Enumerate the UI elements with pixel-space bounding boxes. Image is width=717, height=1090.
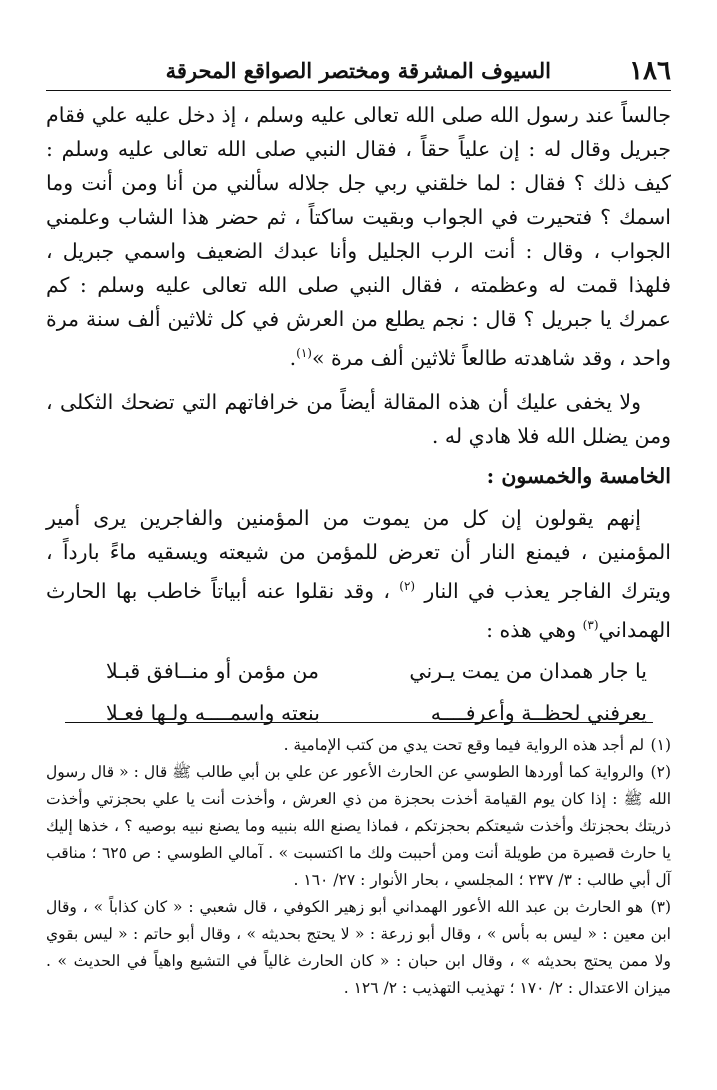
footnote-item	[46, 894, 671, 1002]
footnote-number: (٣)	[650, 898, 671, 916]
claim-paragraph	[46, 501, 671, 647]
verse-first-hemistich: يا جار همدان من يمت يـرني	[409, 659, 647, 684]
footnote-item	[46, 759, 671, 894]
footnote-text: هو الحارث بن عبد الله الأعور الهمداني أبو زهير الكوفي ، قال شعبي : « كان كذاباً » ، وقال ابن معين : « ليس به بأس » ، وقال أبو زرعة : « لا يحتج بحديثه » ، وقال أبو حاتم : « ليس بقوي ولا ممن يحتج بحديثه » ، وقال ابن حبان : « كان الحارث غالياً في التشيع واهياً في الحديث » . ميزان الاعتدال : ٢/ ١٧٠ ؛ تهذيب التهذيب : ٢/ ١٢٦ .	[46, 898, 671, 997]
footnote-marker-3: (٣)	[582, 617, 599, 632]
section-heading: الخامسة والخمسون :	[486, 463, 671, 488]
footnote-number: (١)	[650, 736, 671, 754]
verse-line	[46, 654, 671, 688]
narration-paragraph	[46, 98, 671, 375]
page-number: ١٨٦	[629, 56, 671, 86]
footnote-number: (٢)	[650, 763, 671, 781]
commentary-paragraph: ولا يخفى عليك أن هذه المقالة أيضاً من خرافاتهم التي تضحك الثكلى ، ومن يضلل الله فلا هادي له .	[46, 389, 671, 448]
page-header	[46, 54, 671, 88]
claim-text: إنهم يقولون إن كل من يموت من المؤمنين والفاجرين يرى أمير المؤمنين ، فيمنع النار أن تعرض للمؤمن من شيعته ويسقيه ماءً بارداً ، ويترك الفاجر يعذب في النار	[46, 505, 671, 603]
verse-line	[46, 696, 671, 730]
header-divider	[46, 90, 671, 91]
verse-second-hemistich: بنعته واسمــــه ولـها فعـلا	[106, 701, 320, 726]
footnote-text: والرواية كما أوردها الطوسي عن الحارث الأعور عن علي بن أبي طالب ﷺ قال : « قال رسول الله ﷺ : إذا كان يوم القيامة أخذت بحجزة من ذي العرش ، وأخذت أنت يا علي بحجزتي وأخذت ذريتك بحجزتك وأخذت شيعتكم بحجزتكم ، فماذا يصنع الله بنبيه وما يصنع نبيه بوصيه ؟ ، خذها إليك يا حارث قصيرة من طويلة أنت ومن أحببت ولك ما اكتسبت » . آمالي الطوسي : ص ٦٢٥ ؛ مناقب آل أبي طالب : ٣/ ٢٣٧ ؛ المجلسي ، بحار الأنوار : ٢٧/ ١٦٠ .	[46, 763, 671, 889]
footnote-marker-2: (٢)	[399, 578, 416, 593]
narration-text: جالساً عند رسول الله صلى الله تعالى عليه وسلم ، إذ دخل عليه علي فقام جبريل وقال له : إن علياً حقاً ، فقال النبي صلى الله تعالى عليه وسلم : كيف ذلك ؟ فقال : لما خلقني ربي جل جلاله سألني من أنا ومن أنت وما اسمك ؟ فتحيرت في الجواب وبقيت ساكتاً ، ثم حضر هذا الشاب وعلمني الجواب ، وقال : أنت الرب الجليل وأنا عبدك الضعيف واسمي جبريل ، فلهذا قمت له وعظمته ، فقال النبي صلى الله تعالى عليه وسلم : كم عمرك يا جبريل ؟ قال : نجم يطلع من العرش في كل ثلاثين ألف سنة مرة واحد ، وقد شاهدته طالعاً ثلاثين ألف مرة »	[46, 103, 671, 370]
claim-text-end: وهي هذه :	[486, 617, 577, 642]
footnote-divider	[65, 722, 653, 723]
verse-first-hemistich: يعرفني لحظــة وأعرفــــه	[430, 701, 647, 726]
verse-second-hemistich: من مؤمن أو منــافق قبـلا	[106, 659, 319, 684]
footnotes	[46, 732, 671, 1002]
footnote-item	[46, 732, 671, 759]
running-title: السيوف المشرقة ومختصر الصواقع المحرقة	[165, 58, 551, 83]
claim-text-continued: ، وقد نقلوا عنه أبياتاً خاطب بها الحارث الهمداني	[46, 578, 671, 642]
footnote-text: لم أجد هذه الرواية فيما وقع تحت يدي من كتب الإمامية .	[283, 736, 645, 754]
narration-end: .	[289, 345, 297, 370]
footnote-marker-1: (١)	[296, 346, 312, 360]
main-text	[46, 98, 671, 736]
